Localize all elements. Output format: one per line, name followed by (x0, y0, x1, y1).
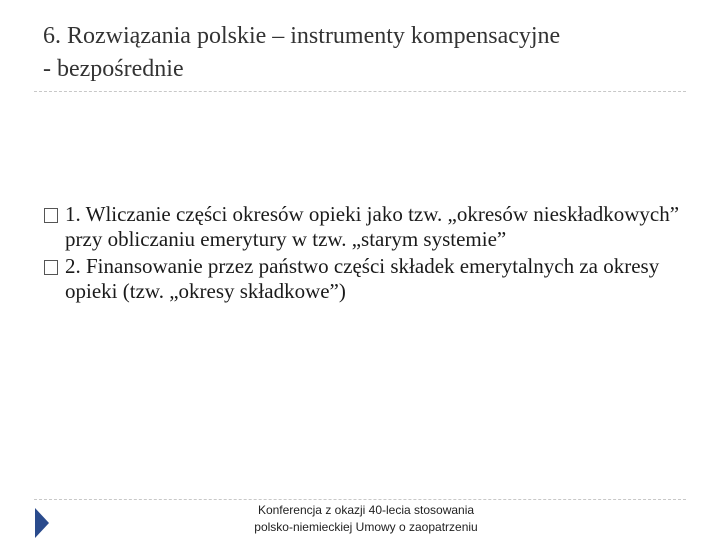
bullet-list (44, 202, 684, 306)
bullet-item (44, 254, 684, 304)
footer (226, 502, 506, 536)
checkbox-bullet-icon (44, 260, 58, 275)
bullet-text: Wliczanie części okresów opieki jako tzw. „okresów nieskładkowych” przy obliczaniu emerytury w tzw. „starym systemie” (65, 202, 680, 251)
footer-divider (34, 499, 686, 500)
title-line-1: 6. Rozwiązania polskie – instrumenty kompensacyjne (43, 23, 561, 49)
chevron-right-icon (34, 507, 50, 539)
bullet-marker: 1. (65, 202, 81, 226)
bullet-text: Finansowanie przez państwo części składek emerytalnych za okresy opieki (tzw. „okresy składkowe”) (65, 254, 660, 303)
bullet-item (44, 202, 684, 252)
slide-title (43, 20, 693, 86)
checkbox-bullet-icon (44, 208, 58, 223)
title-divider (34, 91, 686, 92)
title-line-2: - bezpośrednie (43, 56, 184, 82)
footer-line-1: Konferencja z okazji 40-lecia stosowania (257, 503, 475, 517)
bullet-marker: 2. (65, 254, 81, 278)
footer-line-2: polsko-niemieckiej Umowy o zaopatrzeniu (254, 520, 478, 534)
